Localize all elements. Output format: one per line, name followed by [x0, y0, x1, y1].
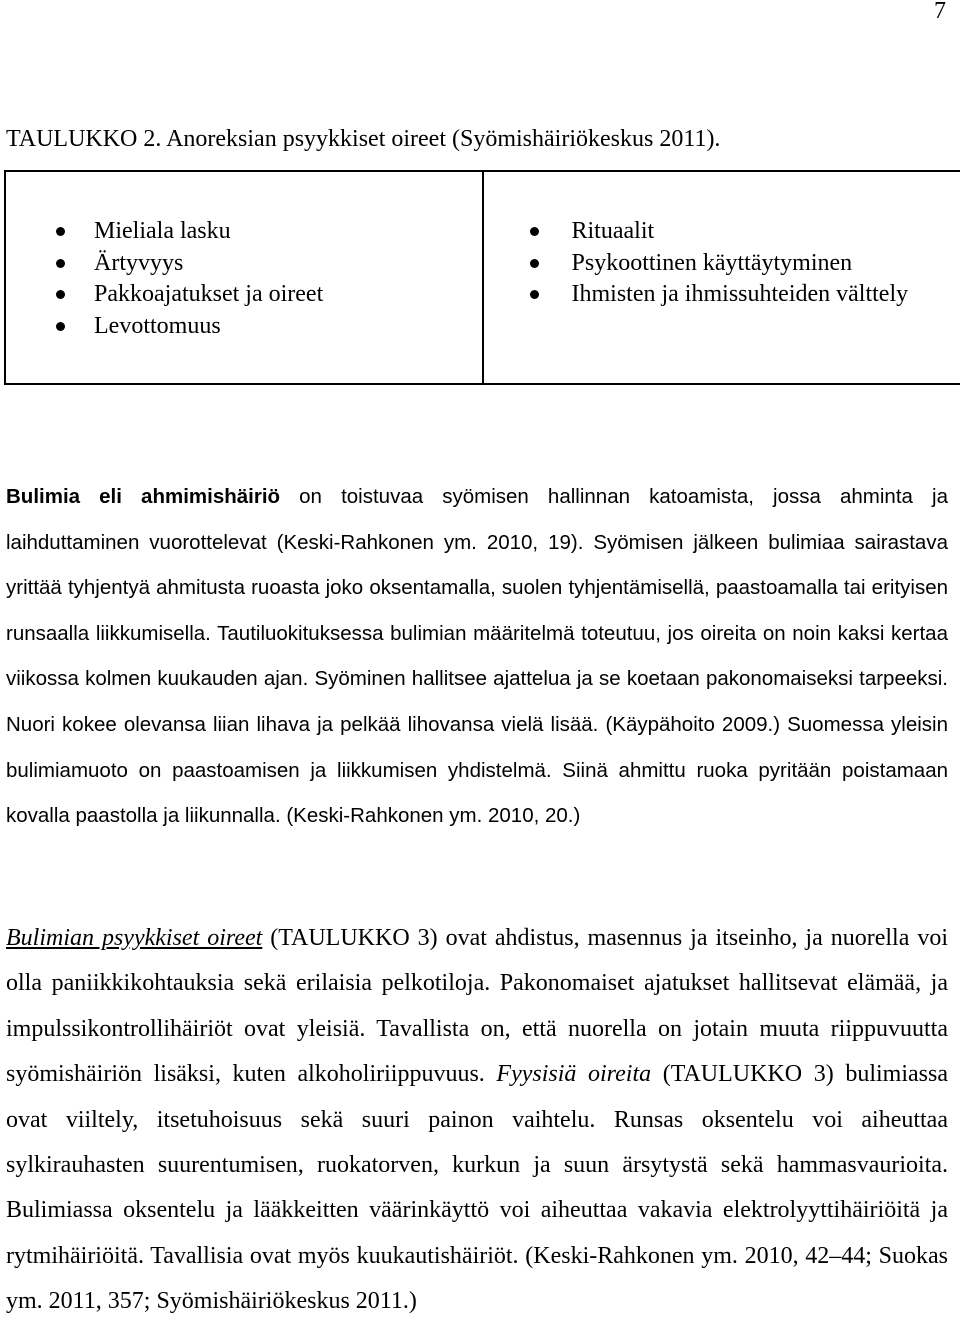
- page-number: 7: [934, 0, 946, 25]
- table-right-cell: [483, 171, 960, 384]
- right-symptom-list: [484, 216, 960, 311]
- list-item: Ihmisten ja ihmissuhteiden välttely: [484, 279, 960, 311]
- symptoms-table: [4, 170, 960, 385]
- paragraph-text: (TAULUKKO 3) bulimiassa ovat viiltely, itsetuhoisuus sekä suuri painon vaihtelu. Runsas oksentelu voi aiheuttaa sylkirauhasten suurentumisen, ruokatorven, kurkun ja suun ärsytystä sekä hammasvaurioita. Bulimiassa oksentelu ja lääkkeitten väärinkäyttö voi aiheuttaa vakavia elektrolyyttihäiriöitä ja rytmihäiriöitä. Tavallisia ovat myös kuukautishäiriöt. (Keski-Rahkonen ym. 2010, 42–44; Suokas ym. 2011, 357; Syömishäiriökeskus 2011.): [6, 1061, 948, 1314]
- list-item: Mieliala lasku: [6, 216, 482, 248]
- left-symptom-list: [6, 216, 482, 342]
- bulimia-term: Bulimia eli ahmimishäiriö: [6, 485, 280, 508]
- list-item: Levottomuus: [6, 311, 482, 343]
- bulimia-paragraph: [6, 474, 948, 839]
- table-caption: TAULUKKO 2. Anoreksian psyykkiset oireet (Syömishäiriökeskus 2011).: [6, 126, 720, 153]
- psychological-symptoms-term: Bulimian psyykkiset oireet: [6, 925, 262, 951]
- list-item: Pakkoajatukset ja oireet: [6, 279, 482, 311]
- paragraph-text: on toistuvaa syömisen hallinnan katoamista, jossa ahminta ja laihduttaminen vuorottelevat (Keski-Rahkonen ym. 2010, 19). Syömisen jälkeen bulimiaa sairastava yrittää tyhjentyä ahmitusta ruoasta joko oksentamalla, suolen tyhjentämisellä, paastoamalla tai erityisen runsaalla liikkumisella. Tautiluokituksessa bulimian määritelmä toteutuu, jos oireita on noin kaksi kertaa viikossa kolmen kuukauden ajan. Syöminen hallitsee ajattelua ja se koetaan pakonomaiseksi tarpeeksi. Nuori kokee olevansa liian lihava ja pelkää lihovansa vielä lisää. (Käypähoito 2009.) Suomessa yleisin bulimiamuoto on paastoamisen ja liikkumisen yhdistelmä. Siinä ahmittu ruoka pyritään poistamaan kovalla paastolla ja liikunnalla. (Keski-Rahkonen ym. 2010, 20.): [6, 485, 948, 827]
- list-item: Rituaalit: [484, 216, 960, 248]
- list-item: Ärtyvyys: [6, 248, 482, 280]
- table-left-cell: [5, 171, 483, 384]
- paragraph-text: (TAULUKKO 3) ovat ahdistus, masennus ja itseinho, ja nuorella voi olla paniikkikohtauksia sekä erilaisia pelkotiloja. Pakonomaiset ajatukset hallitsevat elämää, ja impulssikontrollihäiriöt ovat yleisiä. Tavallista on, että nuorella on jotain muuta riippuvuutta syömishäiriön lisäksi, kuten alkoholiriippuvuus.: [6, 925, 948, 1087]
- psychological-symptoms-paragraph: [6, 916, 948, 1325]
- list-item: Psykoottinen käyttäytyminen: [484, 248, 960, 280]
- physical-symptoms-term: Fyysisiä oireita: [496, 1061, 651, 1087]
